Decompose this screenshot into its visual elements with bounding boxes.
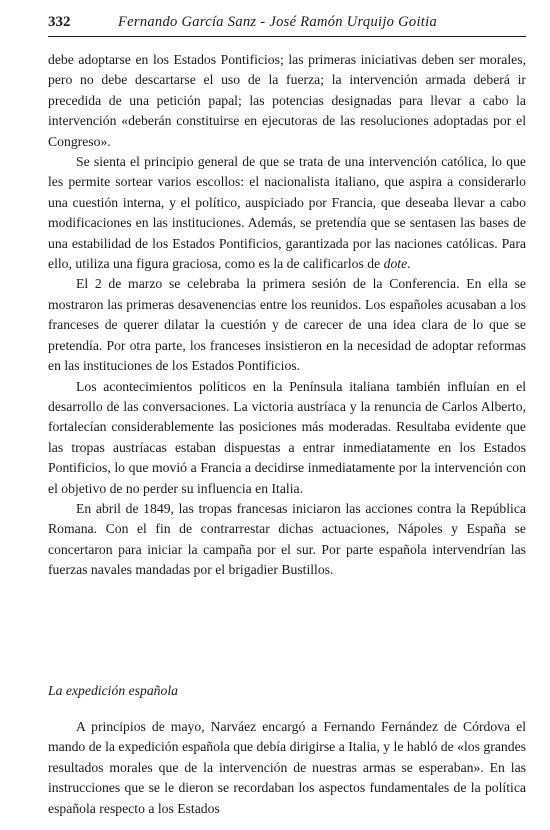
paragraph-text-end: .	[407, 256, 411, 272]
running-head: Fernando García Sanz - José Ramón Urquijo Goitia	[118, 14, 438, 30]
paragraph-catholic-intervention	[48, 152, 526, 274]
page-number: 332	[48, 14, 71, 30]
paragraph-political-events: Los acontecimientos políticos en la Península italiana también influían en el desarrollo de las conversaciones. La victoria austríaca y la renuncia de Carlos Alberto, fortalecían considerablemente las posiciones más moderadas. Resultaba evidente que las tropas austríacas estaban dispuestas a entrar inmediatamente en los Estados Pontificios, lo que movió a Francia a decidirse inmediatamente por la intervención con el objetivo de no perder su influencia en Italia.	[48, 378, 526, 496]
section-title: La expedición española	[48, 683, 179, 698]
italic-term: dote	[383, 256, 408, 272]
section-text	[48, 717, 526, 819]
paragraph-conference: El 2 de marzo se celebraba la primera sesión de la Conferencia. En ella se mostraron las primeras desavenencias entre los reunidos. Los españoles acusaban a los franceses de querer dilatar la cuestión y de carecer de una idea clara de lo que se pretendía. Por otra parte, los franceses insistieron en la necesidad de adoptar reformas en las instituciones de los Estados Pontificios.	[48, 276, 526, 374]
paragraph-continued: debe adoptarse en los Estados Pontificios; las primeras iniciativas deben ser morales, pero no debe descartarse el uso de la fuerza; la intervención armada deberá ir precedida de una petición papal; las potencias designadas para llevar a cabo la intervención «deberán constituirse en ejecutoras de las resoluciones adoptadas por el Congreso».	[48, 52, 526, 149]
paragraph-text: Se sienta el principio general de que se trata de una intervención católica, lo que les permite sortear varios escollos: el nacionalista italiano, que aspira a considerarlo una cuestión interna, y el político, auspiciado por Francia, que deseaba llevar a cabo modificaciones en las instituciones. Además, se pretendía que se sentasen las bases de una estabilidad de los Estados Pontificios, garantizada por las naciones católicas. Para ello, utiliza una figura graciosa, como es la de calificarlos de	[48, 154, 526, 272]
header-rule	[48, 36, 526, 37]
page-header	[48, 14, 526, 34]
body-text	[48, 50, 526, 581]
paragraph-april-1849: En abril de 1849, las tropas francesas iniciaron las acciones contra la República Romana. Con el fin de contrarrestar dichas actuaciones, Nápoles y España se concertaron para iniciar la campaña por el sur. Por parte española intervendrían las fuerzas navales mandadas por el brigadier Bustillos.	[48, 500, 526, 578]
paragraph-expedition: A principios de mayo, Narváez encargó a Fernando Fernández de Córdova el mando de la expedición española que debía dirigirse a Italia, y le habló de «los grandes resultados morales que de la intervención de nuestras armas se esperaban». En las instrucciones que se le dieron se recordaban los aspectos fundamentales de la política española respecto a los Estados	[48, 719, 526, 816]
